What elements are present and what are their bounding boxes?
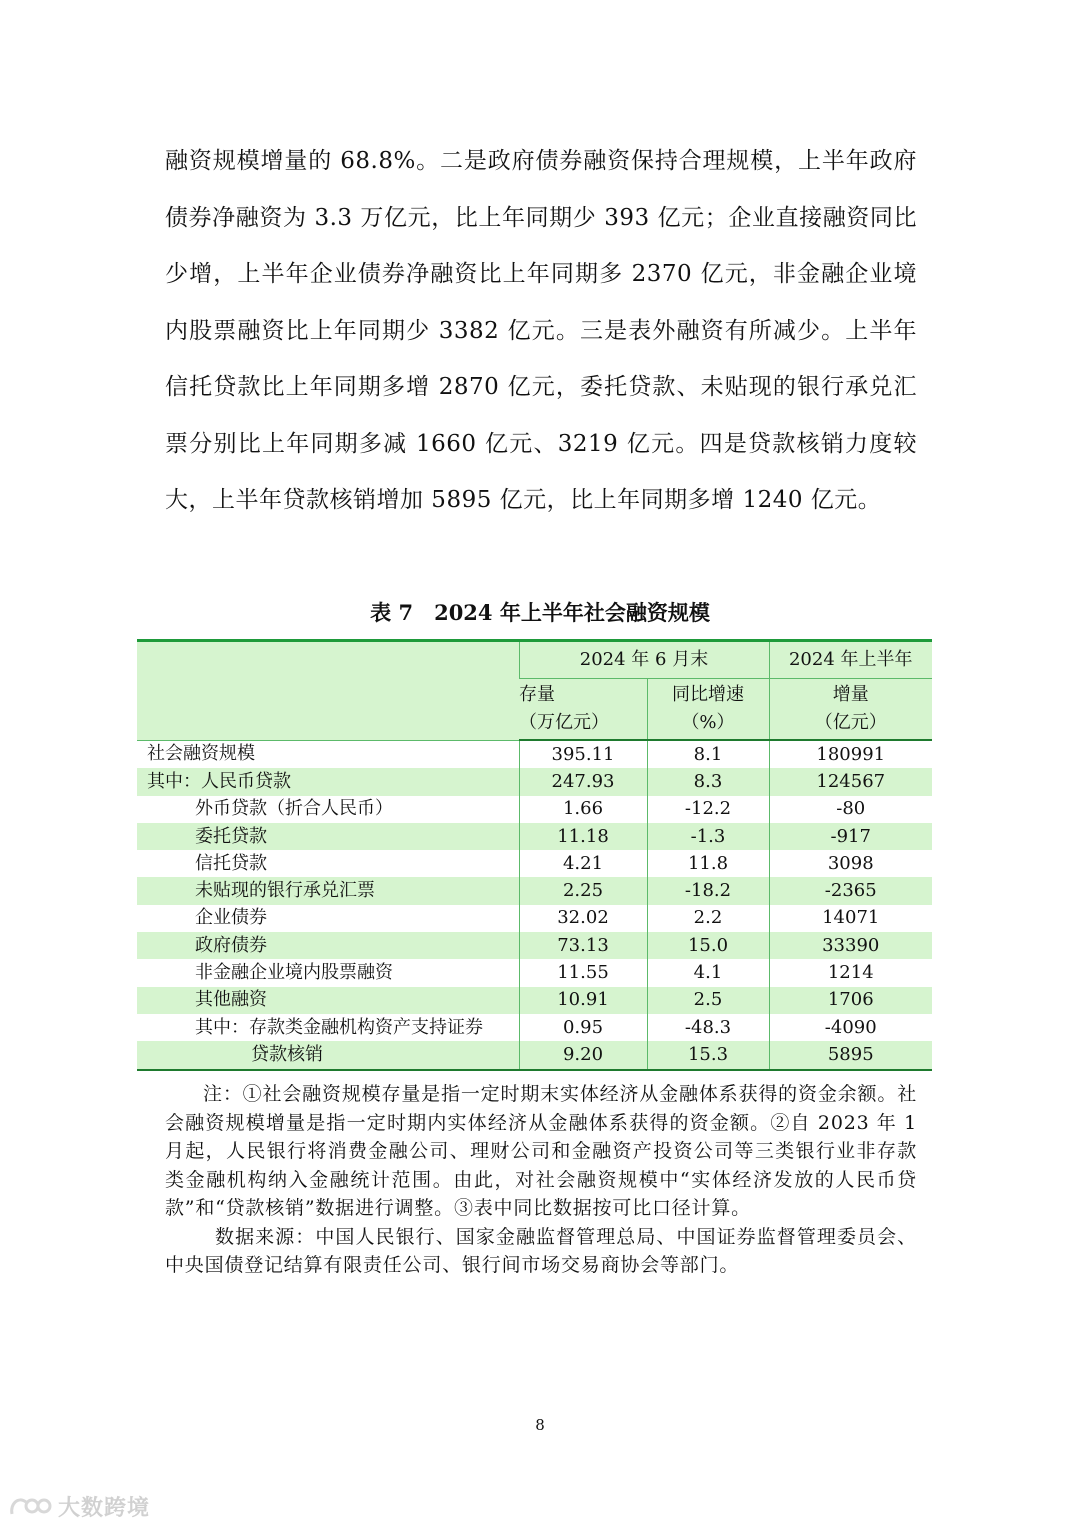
watermark xyxy=(8,1490,150,1522)
table-row xyxy=(137,823,932,850)
row-label: 外币贷款（折合人民币） xyxy=(195,798,393,820)
data-source: 数据来源：中国人民银行、国家金融监督管理总局、中国证券监督管理委员会、中央国债登记结算有限责任公司、银行间市场交易商协会等部门。 xyxy=(165,1225,917,1276)
row-stock: 10.91 xyxy=(519,987,647,1014)
note-text: 注：①社会融资规模存量是指一定时期末实体经济从金融体系获得的资金余额。社会融资规模增量是指一定时期内实体经济从金融体系获得的资金额。②自 2023 年 1 月起，人民银行将消费金融公司、理财公司和金融资产投资公司等三类银行业非存款类金融机构纳入金融统计范围。由此，对社会融资规模中“实体经济发放的人民币贷款”和“贷款核销”数据进行调整。③表中同比数据按可比口径计算。 xyxy=(165,1083,917,1219)
row-label: 非金融企业境内股票融资 xyxy=(195,962,393,984)
row-stock: 11.18 xyxy=(519,823,647,850)
row-label: 贷款核销 xyxy=(137,1041,519,1069)
row-increment: -4090 xyxy=(769,1014,932,1041)
row-growth: -48.3 xyxy=(647,1014,769,1041)
watermark-text: 大数跨境 xyxy=(58,1495,151,1521)
row-stock: 11.55 xyxy=(519,959,647,986)
col-header-stock: 存量 （万亿元） xyxy=(519,679,647,741)
row-label: 其中：存款类金融机构资产支持证券 xyxy=(195,1016,483,1038)
table-row xyxy=(137,768,932,795)
table-row xyxy=(137,877,932,904)
body-paragraph: 融资规模增量的 68.8%。二是政府债券融资保持合理规模，上半年政府债券净融资为 3.3 万亿元，比上年同期少 393 亿元；企业直接融资同比少增，上半年企业债券净融资比上年同期多 2370 亿元，非金融企业境内股票融资比上年同期少 3382 亿元。三是表外融资有所减少。上半年信托贷款比上年同期多增 2870 亿元，委托贷款、未贴现的银行承兑汇票分别比上年同期多减 1660 亿元、3219 亿元。四是贷款核销力度较大，上半年贷款核销增加 5895 亿元，比上年同期多增 1240 亿元。 xyxy=(165,148,917,513)
table-row xyxy=(137,959,932,986)
row-increment: 1214 xyxy=(769,959,932,986)
row-stock: 9.20 xyxy=(519,1041,647,1069)
row-stock: 1.66 xyxy=(519,796,647,823)
table-row xyxy=(137,987,932,1014)
row-increment: 3098 xyxy=(769,850,932,877)
row-label: 社会融资规模 xyxy=(147,743,255,765)
row-label: 其他融资 xyxy=(137,987,519,1014)
group-header-first-half: 2024 年上半年 xyxy=(769,641,932,679)
row-stock: 0.95 xyxy=(519,1014,647,1041)
table-row xyxy=(137,796,932,823)
table-row xyxy=(137,1041,932,1069)
group-header-june-end: 2024 年 6 月末 xyxy=(519,641,769,679)
row-label: 信托贷款 xyxy=(195,852,267,874)
row-growth: 8.1 xyxy=(647,740,769,768)
row-growth: 15.3 xyxy=(647,1041,769,1069)
row-stock: 32.02 xyxy=(519,905,647,932)
table-group-header-row xyxy=(137,641,932,679)
table-notes xyxy=(165,1080,917,1280)
row-growth: 15.0 xyxy=(647,932,769,959)
row-increment: -80 xyxy=(769,796,932,823)
row-increment: 33390 xyxy=(769,932,932,959)
row-growth: -12.2 xyxy=(647,796,769,823)
row-growth: 11.8 xyxy=(647,850,769,877)
row-label: 其中：人民币贷款 xyxy=(137,768,519,795)
social-financing-table xyxy=(137,639,932,1071)
page-number: 8 xyxy=(535,1416,545,1434)
row-growth: -18.2 xyxy=(647,877,769,904)
row-stock: 395.11 xyxy=(519,740,647,768)
row-growth: -1.3 xyxy=(647,823,769,850)
row-label: 未贴现的银行承兑汇票 xyxy=(137,877,519,904)
row-label: 政府债券 xyxy=(137,932,519,959)
watermark-logo-icon xyxy=(8,1492,52,1520)
table-row xyxy=(137,1014,932,1041)
row-growth: 8.3 xyxy=(647,768,769,795)
col-header-growth: 同比增速 （%） xyxy=(647,679,769,741)
row-stock: 4.21 xyxy=(519,850,647,877)
table-row xyxy=(137,850,932,877)
row-increment: 124567 xyxy=(769,768,932,795)
table-row xyxy=(137,905,932,932)
row-stock: 247.93 xyxy=(519,768,647,795)
row-increment: -2365 xyxy=(769,877,932,904)
table-row xyxy=(137,740,932,768)
row-stock: 73.13 xyxy=(519,932,647,959)
row-increment: 5895 xyxy=(769,1041,932,1069)
table-row xyxy=(137,932,932,959)
row-label: 委托贷款 xyxy=(137,823,519,850)
row-growth: 4.1 xyxy=(647,959,769,986)
row-increment: 180991 xyxy=(769,740,932,768)
row-stock: 2.25 xyxy=(519,877,647,904)
table-title: 表 7 2024 年上半年社会融资规模 xyxy=(370,600,710,625)
row-increment: 1706 xyxy=(769,987,932,1014)
row-growth: 2.2 xyxy=(647,905,769,932)
header-blank-cell xyxy=(137,641,519,741)
row-increment: 14071 xyxy=(769,905,932,932)
row-increment: -917 xyxy=(769,823,932,850)
col-header-increment: 增量 （亿元） xyxy=(769,679,932,741)
row-label: 企业债券 xyxy=(195,907,267,929)
row-growth: 2.5 xyxy=(647,987,769,1014)
